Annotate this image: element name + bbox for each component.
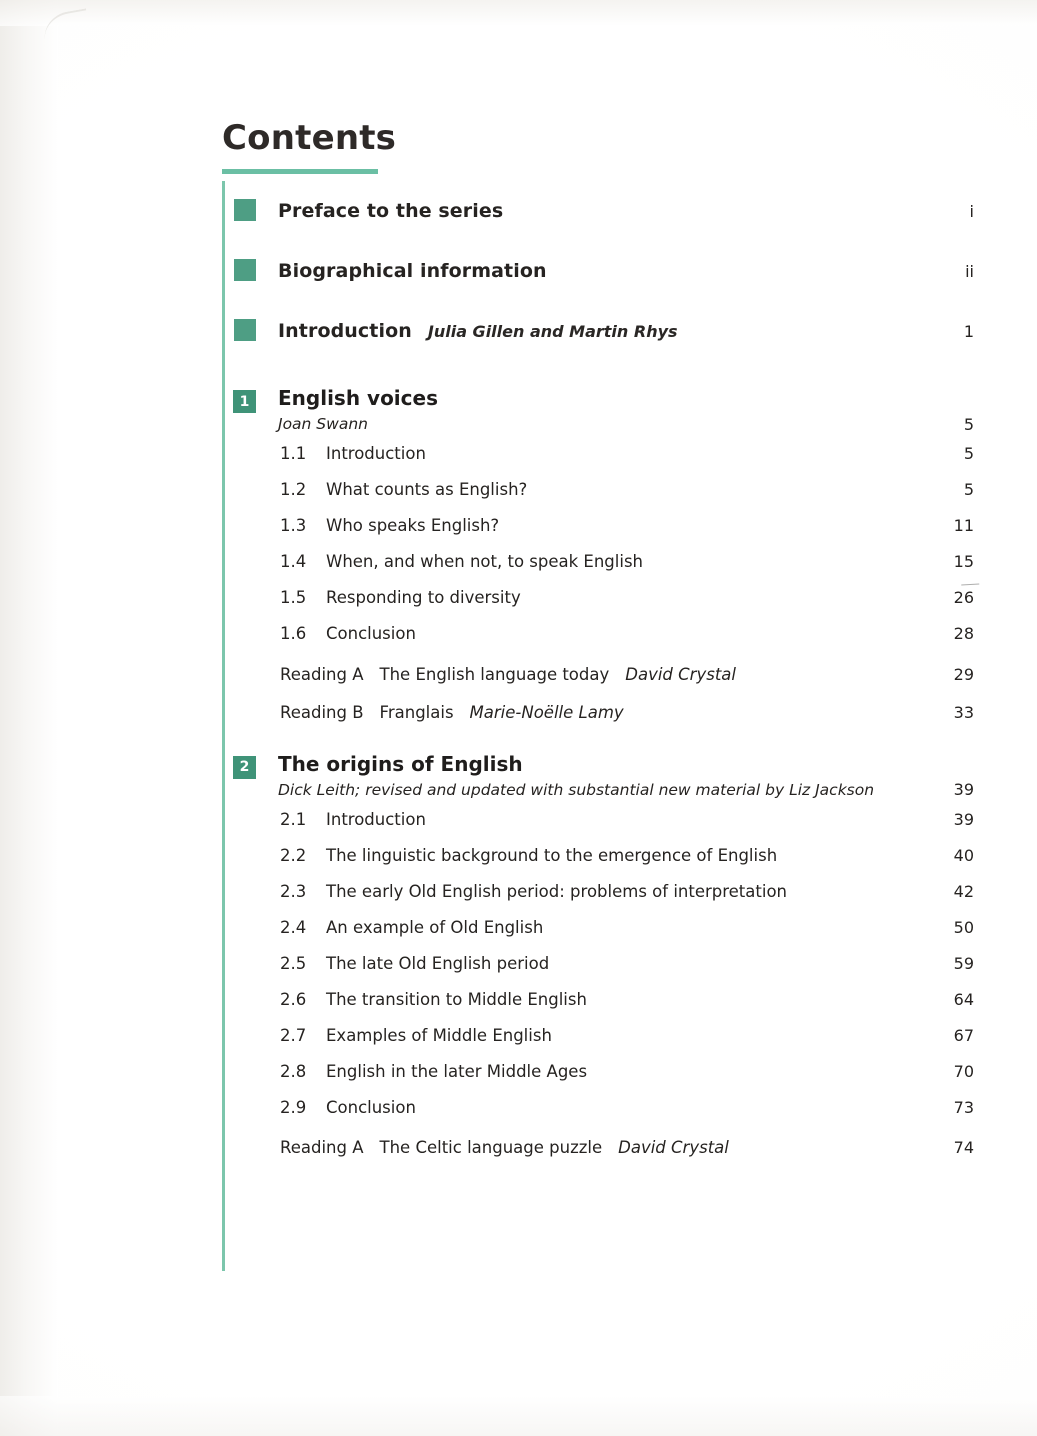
- reading-title: Franglais: [379, 702, 454, 722]
- chapter-number-badge: 1: [233, 390, 256, 413]
- section-row[interactable]: [280, 544, 974, 580]
- reading-author: David Crystal: [625, 664, 736, 684]
- reading-row[interactable]: [280, 652, 974, 690]
- section-title: When, and when not, to speak English: [326, 552, 643, 572]
- section-title: The early Old English period: problems of interpretation: [326, 881, 787, 901]
- entry-label: Biographical information: [278, 260, 547, 283]
- page-number: 11: [953, 516, 974, 536]
- section-row[interactable]: [280, 508, 974, 544]
- section-number: 2.4: [280, 917, 307, 937]
- page-number: 15: [953, 552, 974, 572]
- chapter-number-badge: 2: [233, 756, 256, 779]
- reading-label: Reading B: [280, 702, 364, 722]
- section-title: Responding to diversity: [326, 588, 521, 608]
- section-row[interactable]: [280, 873, 974, 909]
- section-number: 2.1: [280, 809, 307, 829]
- reading-title: The English language today: [379, 664, 610, 684]
- chapter-title: The origins of English: [278, 751, 523, 776]
- entry-author: Julia Gillen and Martin Rhys: [427, 322, 678, 342]
- page-number: 33: [953, 702, 974, 722]
- page-number: 50: [953, 917, 974, 937]
- section-number: 2.9: [280, 1097, 307, 1117]
- reading-author: David Crystal: [618, 1138, 729, 1158]
- chapter-heading[interactable]: [222, 752, 974, 801]
- reading-title: The Celtic language puzzle: [379, 1138, 603, 1158]
- section-row[interactable]: [280, 616, 974, 652]
- section-row[interactable]: [280, 1017, 974, 1053]
- page-edge-shading-left: [0, 0, 58, 1436]
- section-title: Conclusion: [326, 1097, 416, 1117]
- section-title: Examples of Middle English: [326, 1025, 552, 1045]
- reading-label: Reading A: [280, 1138, 364, 1158]
- list-item[interactable]: [222, 302, 974, 362]
- page-edge-shading-bottom: [0, 1396, 1037, 1436]
- section-number: 2.3: [280, 881, 307, 901]
- entry-label: Preface to the series: [278, 200, 504, 223]
- square-bullet-icon: [234, 319, 256, 341]
- page-number: 39: [953, 780, 974, 800]
- page-number: 73: [953, 1097, 974, 1117]
- chapter-heading-text: [278, 386, 974, 435]
- chapter-author: Joan Swann: [278, 415, 368, 434]
- square-bullet-icon: [234, 199, 256, 221]
- section-row[interactable]: [280, 981, 974, 1017]
- chapter-author: Dick Leith; revised and updated with substantial new material by Liz Jackson: [278, 780, 875, 799]
- page-number: 29: [953, 664, 974, 684]
- section-number: 1.2: [280, 480, 307, 500]
- page-number: i: [969, 202, 974, 222]
- chapter-heading-text: [278, 752, 974, 801]
- section-title: English in the later Middle Ages: [326, 1061, 588, 1081]
- chapter-heading[interactable]: [222, 386, 974, 435]
- reading-row[interactable]: [280, 690, 974, 728]
- page-number: 1: [963, 322, 974, 342]
- page-number: 59: [953, 953, 974, 973]
- section-row[interactable]: [280, 945, 974, 981]
- reading-author: Marie-Noëlle Lamy: [469, 702, 624, 722]
- chapter-block: [222, 752, 974, 1163]
- page-number: 40: [953, 845, 974, 865]
- page-title: Contents: [222, 118, 397, 158]
- section-title: The linguistic background to the emergence of English: [326, 845, 778, 865]
- list-item[interactable]: [222, 242, 974, 302]
- section-row[interactable]: [280, 436, 974, 472]
- section-title: The late Old English period: [326, 953, 550, 973]
- section-number: 2.2: [280, 845, 307, 865]
- section-number: 2.6: [280, 989, 307, 1009]
- reading-row[interactable]: [280, 1125, 974, 1163]
- page-number: 42: [953, 881, 974, 901]
- section-number: 2.7: [280, 1025, 307, 1045]
- section-row[interactable]: [280, 801, 974, 837]
- page-number: 74: [953, 1138, 974, 1158]
- section-number: 1.3: [280, 516, 307, 536]
- page-number: 26: [953, 588, 974, 608]
- section-title: Who speaks English?: [326, 516, 500, 536]
- section-number: 1.1: [280, 444, 307, 464]
- page-number: 5: [963, 444, 974, 464]
- page-number: 39: [953, 809, 974, 829]
- page-number: 5: [963, 414, 974, 434]
- section-number: 2.5: [280, 953, 307, 973]
- chapter-block: [222, 386, 974, 727]
- section-number: 2.8: [280, 1061, 307, 1081]
- page-number: 64: [953, 989, 974, 1009]
- section-row[interactable]: [280, 1053, 974, 1089]
- list-item[interactable]: [222, 182, 974, 242]
- section-row[interactable]: [280, 472, 974, 508]
- page-number: 28: [953, 624, 974, 644]
- section-number: 1.5: [280, 588, 307, 608]
- section-row[interactable]: [280, 580, 974, 616]
- section-title: Introduction: [326, 809, 426, 829]
- contents-block: [222, 120, 974, 1163]
- section-title: An example of Old English: [326, 917, 544, 937]
- chapter-title: English voices: [278, 386, 438, 411]
- section-row[interactable]: [280, 909, 974, 945]
- section-number: 1.6: [280, 624, 307, 644]
- page-number: ii: [965, 262, 974, 282]
- section-row[interactable]: [280, 1089, 974, 1125]
- section-title: What counts as English?: [326, 480, 528, 500]
- section-row[interactable]: [280, 837, 974, 873]
- page-edge-shading-top: [0, 0, 1037, 26]
- section-title: Introduction: [326, 444, 426, 464]
- page-number: 70: [953, 1061, 974, 1081]
- section-title: The transition to Middle English: [326, 989, 587, 1009]
- section-number: 1.4: [280, 552, 307, 572]
- page-number: 5: [963, 480, 974, 500]
- entry-label: Introduction: [278, 320, 412, 343]
- page-number: 67: [953, 1025, 974, 1045]
- toc-list: [222, 174, 974, 1163]
- reading-label: Reading A: [280, 664, 364, 684]
- square-bullet-icon: [234, 259, 256, 281]
- section-title: Conclusion: [326, 624, 416, 644]
